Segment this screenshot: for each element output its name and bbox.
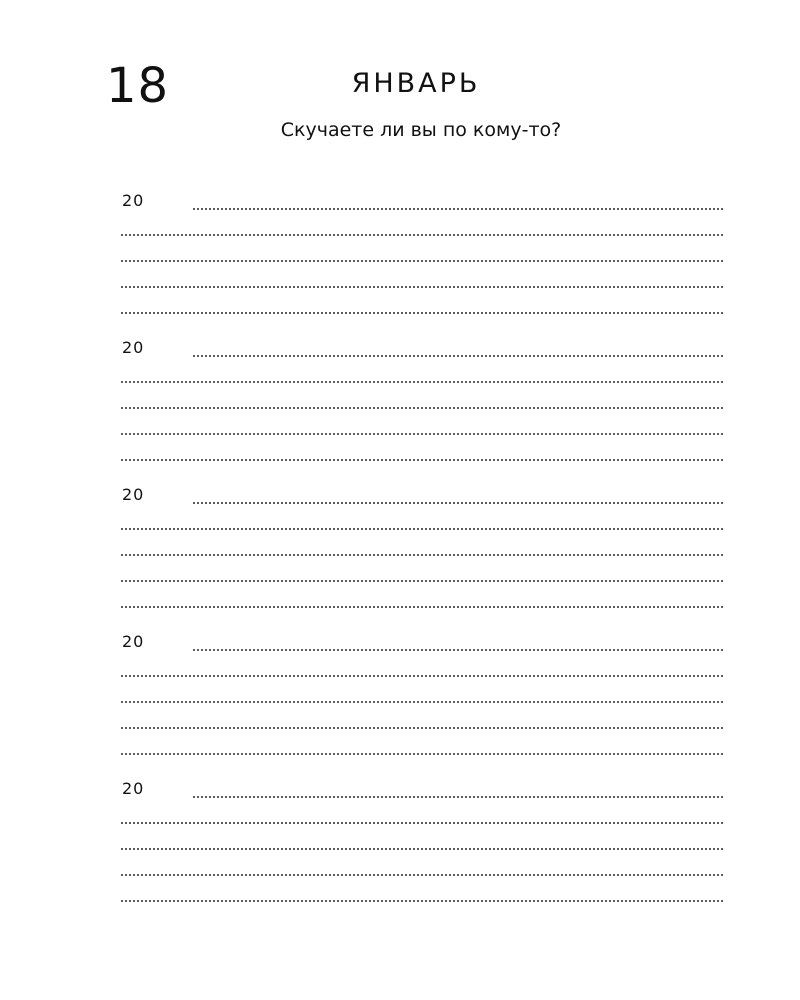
journal-entry [120, 481, 723, 628]
writing-line[interactable] [120, 213, 723, 239]
year-prefix: 20 [122, 485, 145, 504]
writing-line[interactable] [192, 775, 723, 801]
writing-line[interactable] [120, 533, 723, 559]
writing-line[interactable] [120, 265, 723, 291]
year-prefix: 20 [122, 632, 145, 651]
writing-line[interactable] [120, 412, 723, 438]
writing-line[interactable] [120, 291, 723, 317]
journal-entry [120, 187, 723, 334]
writing-line[interactable] [120, 507, 723, 533]
writing-line[interactable] [192, 628, 723, 654]
month-title: ЯНВАРЬ [351, 68, 481, 99]
journal-entries [120, 187, 723, 922]
writing-line[interactable] [120, 801, 723, 827]
writing-line[interactable] [120, 680, 723, 706]
writing-line[interactable] [120, 585, 723, 611]
writing-line[interactable] [120, 559, 723, 585]
writing-line[interactable] [192, 187, 723, 213]
writing-line[interactable] [120, 386, 723, 412]
writing-line[interactable] [120, 438, 723, 464]
writing-line[interactable] [120, 654, 723, 680]
journal-entry [120, 628, 723, 775]
year-prefix: 20 [122, 779, 145, 798]
year-prefix: 20 [122, 191, 145, 210]
writing-line[interactable] [120, 706, 723, 732]
journal-entry [120, 775, 723, 922]
daily-question: Скучаете ли вы по кому-то? [280, 119, 562, 141]
writing-line[interactable] [120, 879, 723, 905]
journal-entry [120, 334, 723, 481]
writing-line[interactable] [120, 853, 723, 879]
writing-line[interactable] [120, 827, 723, 853]
writing-line[interactable] [120, 732, 723, 758]
writing-line[interactable] [192, 334, 723, 360]
writing-line[interactable] [120, 239, 723, 265]
writing-line[interactable] [120, 360, 723, 386]
writing-line[interactable] [192, 481, 723, 507]
day-number: 18 [106, 58, 170, 114]
year-prefix: 20 [122, 338, 145, 357]
